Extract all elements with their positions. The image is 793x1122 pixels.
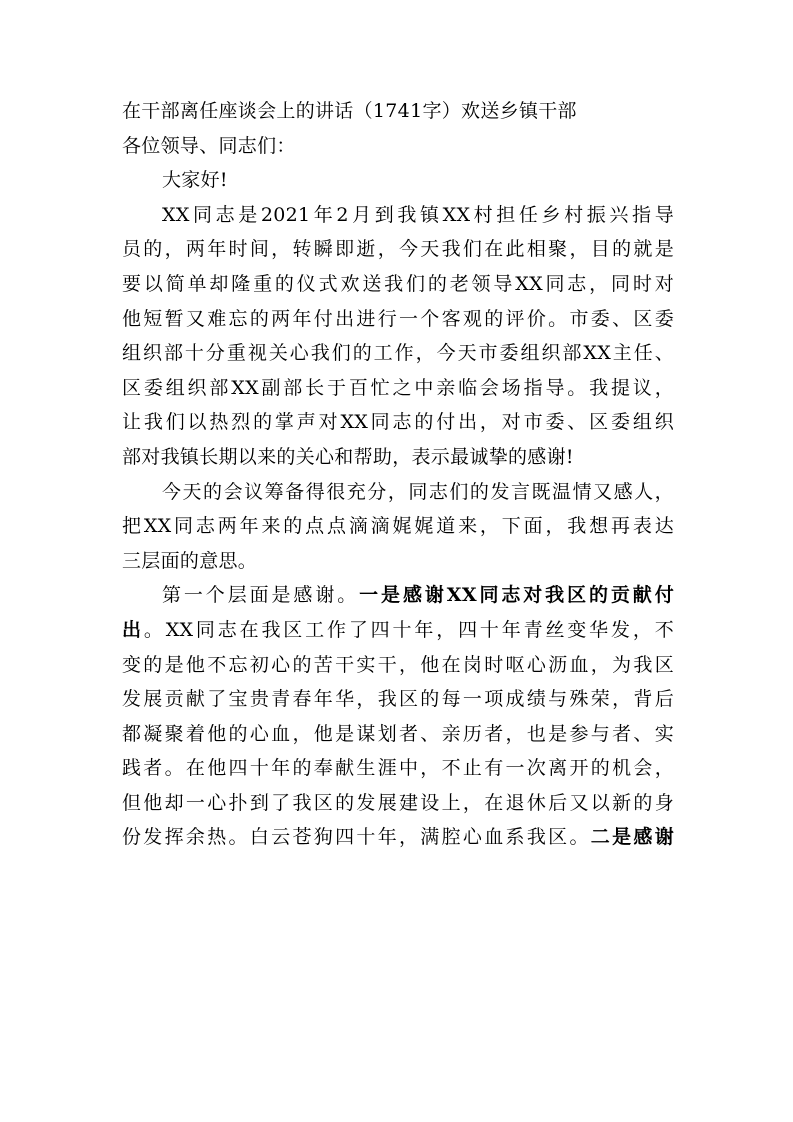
line-text: 份发挥余热。白云苍狗四十年，满腔心血系我区。 [122, 826, 591, 849]
paragraph-line [122, 613, 674, 648]
bold-point-1-end: 出 [122, 618, 144, 641]
paragraph-line: 变的是他不忘初心的苦干实干，他在岗时呕心沥血，为我区 [122, 653, 674, 676]
paragraph-line: 践者。在他四十年的奉献生涯中，不止有一次离开的机会， [122, 757, 674, 780]
paragraph-line: 他短暂又难忘的两年付出进行一个客观的评价。市委、区委 [122, 307, 674, 330]
paragraph-line: 员的，两年时间，转瞬即逝，今天我们在此相聚，目的就是 [122, 238, 674, 261]
speech-text [122, 94, 674, 855]
paragraph-1 [122, 198, 674, 475]
line-text: 。XX同志在我区工作了四十年，四十年青丝变华发，不 [143, 618, 674, 641]
paragraph-line: 要以简单却隆重的仪式欢送我们的老领导XX同志，同时对 [122, 272, 674, 295]
section-heading: 第一个层面是感谢。 [162, 584, 360, 607]
document-title: 在干部离任座谈会上的讲话（1741字）欢送乡镇干部 [122, 100, 577, 122]
paragraph-line: 发展贡献了宝贵青春年华，我区的每一项成绩与殊荣，背后 [122, 688, 674, 711]
paragraph-line: 都凝聚着他的心血，他是谋划者、亲历者，也是参与者、实 [122, 722, 674, 745]
paragraph-line: 区委组织部XX副部长于百忙之中亲临会场指导。我提议， [122, 376, 674, 399]
paragraph-2 [122, 475, 674, 579]
paragraph-line: 今天的会议筹备得很充分，同志们的发言既温情又感人， [162, 480, 674, 503]
paragraph-line [122, 578, 674, 613]
paragraph-line: 三层面的意思。 [122, 549, 258, 572]
paragraph-3 [122, 578, 674, 855]
paragraph-line: 让我们以热烈的掌声对XX同志的付出，对市委、区委组织 [122, 411, 674, 434]
salutation: 各位领导、同志们： [122, 134, 296, 157]
paragraph-line: 把XX同志两年来的点点滴滴娓娓道来，下面，我想再表达 [122, 515, 674, 538]
paragraph-line: 但他却一心扑到了我区的发展建设上，在退休后又以新的身 [122, 791, 674, 814]
paragraph-line: 部对我镇长期以来的关心和帮助，表示最诚挚的感谢! [122, 445, 574, 468]
greeting: 大家好! [162, 169, 228, 192]
paragraph-line [122, 820, 674, 855]
paragraph-line: XX同志是2021年2月到我镇XX村担任乡村振兴指导 [162, 203, 674, 226]
bold-point-1: 一是感谢XX同志对我区的贡献付 [359, 584, 675, 607]
paragraph-line: 组织部十分重视关心我们的工作，今天市委组织部XX主任、 [122, 342, 674, 365]
bold-point-2: 二是感谢 [590, 826, 675, 849]
